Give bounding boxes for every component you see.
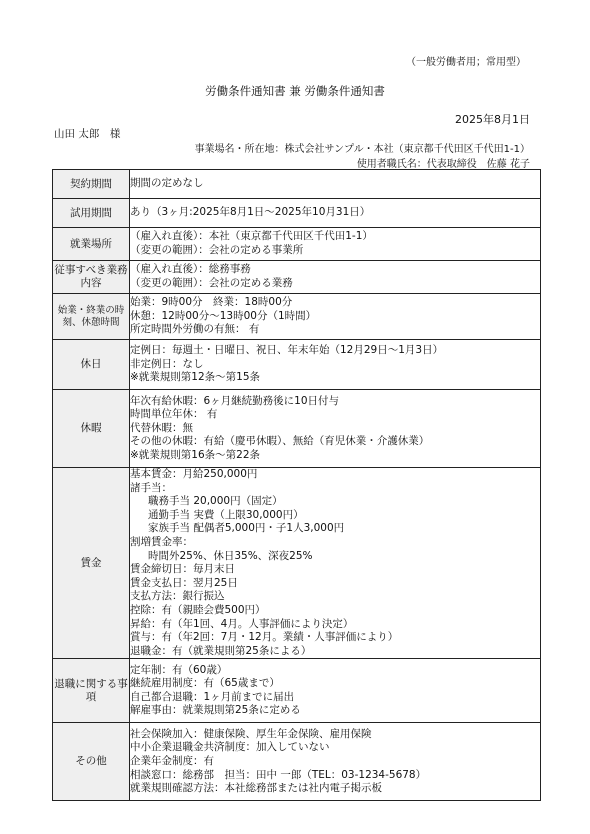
row-content bbox=[130, 261, 541, 294]
employer-representative: 使用者職氏名：代表取締役 佐藤 花子 bbox=[356, 159, 530, 170]
row-label: 従事すべき業務内容 bbox=[53, 261, 130, 294]
content-line: 昇給：有（年1回、4月。人事評価により決定） bbox=[130, 617, 354, 630]
row-content bbox=[130, 228, 541, 261]
content-line: 諸手当： bbox=[130, 481, 172, 494]
row-label: その他 bbox=[53, 723, 130, 801]
content-line: 賃金支払日：翌月25日 bbox=[130, 576, 238, 589]
row-working-hours bbox=[53, 294, 541, 340]
content-line: 企業年金制度：有 bbox=[130, 755, 214, 768]
content-line: 退職金：有（就業規則第25条による） bbox=[130, 644, 312, 657]
content-line: 基本賃金：月給250,000円 bbox=[130, 468, 258, 480]
document-date: 2025年8月1日 bbox=[455, 113, 530, 126]
content-line: 代替休暇：無 bbox=[130, 421, 193, 434]
content-line: 中小企業退職金共済制度：加入していない bbox=[130, 741, 330, 754]
content-line: 職務手当 20,000円（固定） bbox=[148, 495, 283, 508]
row-label: 試用期間 bbox=[53, 199, 130, 228]
content-line: 相談窓口：総務部 担当：田中 一郎（TEL：03-1234-5678） bbox=[130, 768, 427, 781]
recipient-name: 山田 太郎 様 bbox=[54, 128, 121, 140]
row-workplace bbox=[53, 228, 541, 261]
row-content bbox=[130, 199, 541, 228]
row-leave bbox=[53, 390, 541, 468]
content-line: （雇入れ直後）：本社（東京都千代田区千代田1-1） bbox=[130, 230, 373, 243]
content-line: 自己都合退職：1ヶ月前までに届出 bbox=[130, 690, 295, 703]
row-label: 退職に関する事項 bbox=[53, 659, 130, 723]
row-label: 契約期間 bbox=[53, 170, 130, 199]
content-line: その他の休暇：有給（慶弔休暇）、無給（育児休業・介護休業） bbox=[130, 435, 430, 448]
content-line: 賃金締切日：毎月末日 bbox=[130, 563, 235, 576]
content-line: ※就業規則第16条～第22条 bbox=[130, 448, 261, 461]
content-line: 社会保険加入：健康保険、厚生年金保険、雇用保険 bbox=[130, 727, 372, 740]
content-line: 所定時間外労働の有無： 有 bbox=[130, 323, 260, 336]
content-line: ※就業規則第12条～第15条 bbox=[130, 371, 261, 384]
content-line: （変更の範囲）：会社の定める業務 bbox=[130, 277, 293, 289]
content-line: 控除：有（親睦会費500円） bbox=[130, 603, 266, 616]
content-line: 定年制：有（60歳） bbox=[130, 663, 228, 676]
row-content bbox=[130, 659, 541, 723]
row-content bbox=[130, 294, 541, 340]
row-retirement bbox=[53, 659, 541, 723]
row-holidays bbox=[53, 340, 541, 390]
row-content bbox=[130, 723, 541, 801]
content-line: 就業規則確認方法：本社総務部または社内電子掲示板 bbox=[130, 782, 382, 795]
row-job-duties bbox=[53, 261, 541, 294]
row-probation bbox=[53, 199, 541, 228]
row-other bbox=[53, 723, 541, 801]
content-line: 通勤手当 実費（上限30,000円） bbox=[148, 508, 304, 521]
content-line: 支払方法：銀行振込 bbox=[130, 590, 225, 603]
row-label: 休暇 bbox=[53, 390, 130, 468]
form-type-label: （一般労働者用；常用型） bbox=[406, 57, 526, 68]
row-wages bbox=[53, 468, 541, 659]
row-content bbox=[130, 170, 541, 199]
row-contract-period bbox=[53, 170, 541, 199]
content-line: 時間単位年休： 有 bbox=[130, 408, 218, 421]
content-line: 解雇事由：就業規則第25条に定める bbox=[130, 704, 301, 717]
content-line: 家族手当 配偶者5,000円・子1人3,000円 bbox=[148, 522, 345, 535]
content-line: 賞与：有（年2回：7月・12月。業績・人事評価により） bbox=[130, 631, 399, 644]
employer-address: 事業場名・所在地：株式会社サンプル・本社（東京都千代田区千代田1-1） bbox=[194, 144, 530, 155]
content-line: （変更の範囲）：会社の定める事業所 bbox=[130, 244, 304, 256]
document-title: 労働条件通知書 兼 労働条件通知書 bbox=[205, 84, 385, 98]
row-label: 賃金 bbox=[53, 468, 130, 659]
content-line: 定例日：毎週土・日曜日、祝日、年末年始（12月29日～1月3日） bbox=[130, 344, 444, 357]
content-line: 時間外25%、休日35%、深夜25% bbox=[148, 549, 313, 562]
content-line: 始業：9時00分 終業：18時00分 bbox=[130, 296, 293, 309]
row-content bbox=[130, 468, 541, 659]
content-line: 期間の定めなし bbox=[130, 177, 204, 190]
content-line: 年次有給休暇：6ヶ月継続勤務後に10日付与 bbox=[130, 394, 340, 407]
content-line: 割増賃金率： bbox=[130, 535, 193, 548]
row-content bbox=[130, 390, 541, 468]
content-line: 非定例日：なし bbox=[130, 357, 204, 370]
row-content bbox=[130, 340, 541, 390]
row-label: 休日 bbox=[53, 340, 130, 390]
row-label: 就業場所 bbox=[53, 228, 130, 261]
content-line: 休憩：12時00分～13時00分（1時間） bbox=[130, 309, 317, 322]
terms-table bbox=[52, 169, 541, 801]
content-line: あり（3ヶ月:2025年8月1日～2025年10月31日） bbox=[130, 206, 371, 219]
row-label: 始業・終業の時刻、休憩時間 bbox=[53, 294, 130, 340]
content-line: 継続雇用制度：有（65歳まで） bbox=[130, 677, 280, 690]
content-line: （雇入れ直後）：総務事務 bbox=[130, 263, 251, 276]
